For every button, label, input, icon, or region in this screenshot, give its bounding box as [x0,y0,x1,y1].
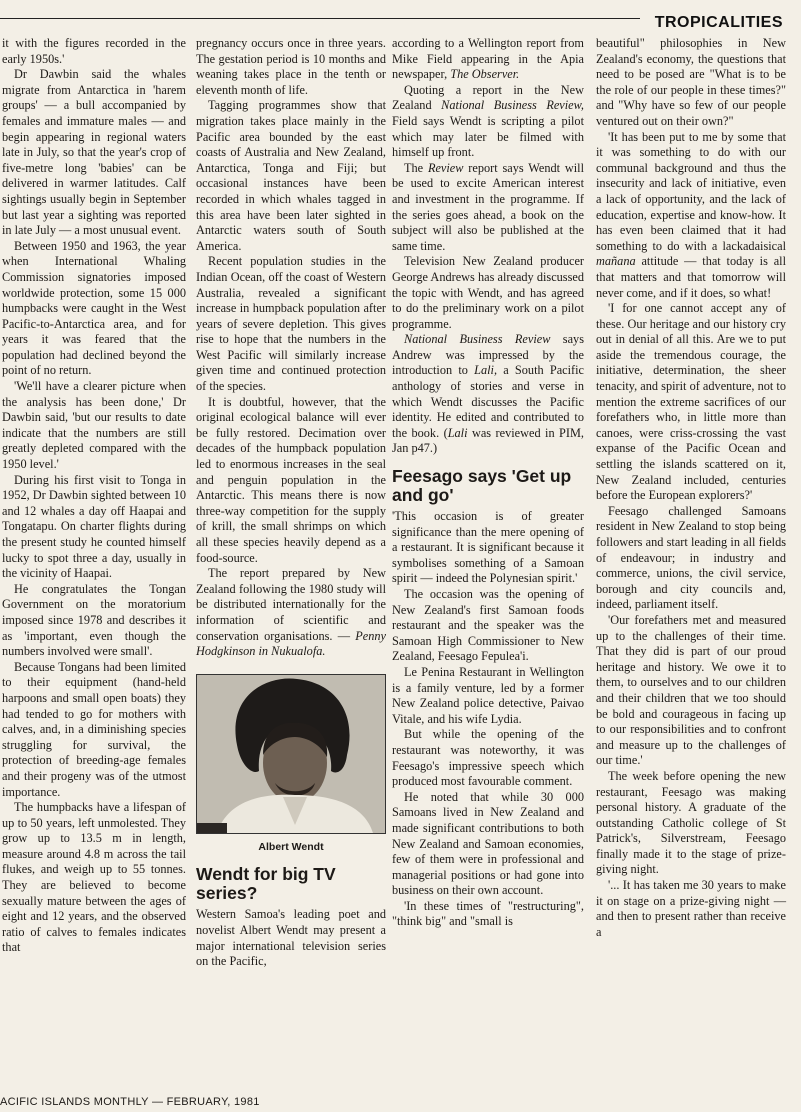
column-1 [2,36,186,956]
paragraph: It is doubtful, however, that the original ecological balance will ever be fully restored. Decimation over decades of the humpback population led to enormous increases in the seal and penguin population in the Antarctic. This means there is now three-way competition for the supply of krill, the small shrimps on which all these species heavily depend as a food-source. [196,394,386,565]
paragraph: 'Our forefathers met and measured up to the challenges of their time. That they did is part of our proud heritage and history. We owe it to them, to ourselves and to our children and their children that we too should be bold and courageous in facing up to our responsibilities and to confront and measure up to the challenges of our time.' [596,612,786,768]
column-2 [196,36,386,970]
paragraph: Feesago challenged Samoans resident in New Zealand to stop being followers and start leading in all fields of endeavour; in industry and commerce, unions, the civil service, borough and city councils and, indeed, parliament itself. [596,503,786,612]
paragraph: Between 1950 and 1963, the year when International Whaling Commission signatories imposed worldwide protection, some 15 000 humpbacks were caught in the West Pacific-to-Antarctica area, and for years it was feared that the population had declined beyond the point of no return. [2,238,186,378]
publication-name: National Business Review, [441,98,584,113]
byline: Penny Hodgkinson in Nukualofa. [196,628,386,659]
paragraph: Le Penina Restaurant in Wellington is a family venture, led by a former New Zealand police detective, Paivao Vitale, and his wife Lydia. [392,664,584,726]
paragraph: 'We'll have a clearer picture when the analysis has been done,' Dr Dawbin said, 'but our results to date indicate that the numbers are still greatly depleted compared with the 1950 level.' [2,379,186,472]
paragraph: Television New Zealand producer George Andrews has already discussed the topic with Wendt, and has agreed to do the preliminary work on a pilot programme. [392,254,584,331]
paragraph: Tagging programmes show that migration takes place mainly in the Pacific area bounded by the east coasts of Australia and New Zealand, Antarctica, Tonga and Fiji; but occasional instances have been recorded in which whales tagged in this area have been later sighted in Antarctic waters south of South America. [196,98,386,253]
portrait-image [197,675,385,833]
paragraph-text: 'It has been put to me by some that it was something to do with our communal background and thus the insecurity and lack of initiative, even a lack of opportunity, and the lack of education, expertise and know-how. It has even been claimed that it had something to do with a lackadaisical [596,129,786,253]
paragraph [392,36,584,83]
paragraph: The humpbacks have a lifespan of up to 50 years, left unmolested. They grow up to 13.5 m in length, measure around 4.8 m across the tail flukes, and weigh up to 55 tonnes. They are believed to become sexually mature between the ages of eight and 12 years, and the observed ratio of calves to females indicates that [2,800,186,955]
paragraph-text: says Andrew was impressed by the introduction to [392,332,584,378]
paragraph: He congratulates the Tongan Government on the moratorium imposed since 1978 and describes it as 'important, even though the numbers involved were small'. [2,581,186,659]
paragraph: During his first visit to Tonga in 1952, Dr Dawbin sighted between 10 and 12 whales a day off Haapai and Tongatapu. On charter flights during the present study he counted himself lucky to spot three a day, usually in the vicinity of Haapai. [2,472,186,581]
headline-feesago: Feesago says 'Get up and go' [392,466,572,506]
book-title: Lali, [474,363,498,378]
paragraph: But while the opening of the restaurant was noteworthy, it was Feesago's impressive speech which produced most favourable comment. [392,727,584,789]
publication-name: Review [427,160,464,175]
paragraph-text: The report prepared by New Zealand following the 1980 study will be distributed internationally for the information of scientific and conservation organisations. — [196,566,386,643]
paragraph-text: report says Wendt will be used to excite American interest and investment in the programme. If the series goes ahead, a book on the subject will also be published at the same time. [392,160,584,253]
page-footer: ACIFIC ISLANDS MONTHLY — FEBRUARY, 1981 [0,1096,260,1108]
paragraph: Dr Dawbin said the whales migrate from Antarctica in 'harem groups' — a bull accompanied by females and immature males — and begin appearing in regional waters late in July, so that the year's crop of five-metre long 'babies' can be delivered in warmer latitudes. Calf sightings usually begin in September but last year a sighting was reported in late July — a most unusual event. [2,67,186,238]
paragraph [392,332,584,457]
paragraph: 'This occasion is of greater significance than the mere opening of a restaurant. It is significant because it symbolises something of a Samoan spirit — indeed the Polynesian spirit.' [392,509,584,586]
section-title: TROPICALITIES [654,14,783,31]
paragraph: He noted that while 30 000 Samoans lived in New Zealand and made significant contributions to both New Zealand and Samoan economies, few of them were in professional and managerial positions or had gone into business on their own account. [392,789,584,898]
paragraph [392,83,584,161]
paragraph: it with the figures recorded in the early 1950s.' [2,36,186,66]
paragraph-text: Quoting a report in the New Zealand [392,82,584,113]
paragraph-text: The [404,160,428,175]
paragraph-text: Field says Wendt is scripting a pilot which may later be filmed with himself up front. [392,113,584,160]
paragraph: Recent population studies in the Indian Ocean, off the coast of Western Australia, revealed a significant increase in humpback population after years of severe depletion. This gives rise to hope that the numbers in the West Pacific will similarly increase given time and continued protection of the species. [196,254,386,394]
paragraph: pregnancy occurs once in three years. The gestation period is 10 months and weaning takes place in the tenth or eleventh month of life. [196,36,386,97]
paragraph [196,566,386,660]
photo-caption: Albert Wendt [258,840,324,853]
book-title: Lali [447,425,468,440]
emphasis-word: mañana [596,254,636,269]
paragraph-text: attitude — that today is all that matters and that tomorrow will never come, and if it does, so what! [596,254,786,300]
paragraph-text: a South Pacific anthology of stories and verse in which Wendt discusses the Pacific identity. He edited and contributed to the book. ( [392,363,584,440]
paragraph: 'I for one cannot accept any of these. Our heritage and our history cry out in denial of all this. Are we to put aside the tremendous courage, the initiative, determination, the sheer tenacity, and spirit of adventure, not to mention the extreme sacrifices of our forefathers who, in little more than canoes, were criss-crossing the vast expanse of the Pacific Ocean and settling the islands scattered on it, New Zealand included, centuries before the European explorers?' [596,301,786,503]
paragraph: '... It has taken me 30 years to make it on stage on a prize-giving night — and then to present rather than receive a [596,878,786,939]
column-4 [596,36,786,940]
paragraph: The week before opening the new restaurant, Feesago was making personal history. A graduate of the outstanding Catholic college of St Patrick's, Silverstream, Feesago finally made it to the stage of prize-giving night. [596,768,786,877]
publication-name: National Business Review [404,332,551,347]
paragraph [596,130,786,302]
paragraph: 'In these times of "restructuring", "think big" and "small is [392,898,584,929]
paragraph: Because Tongans had been limited to their equipment (hand-held harpoons and small open boats) they had tended to go for mothers with calves, and, in a diminishing species struggling for survival, the protection of breeding-age females and their progeny was of the utmost importance. [2,659,186,799]
paragraph-text: was reviewed in PIM, Jan p47.) [392,425,584,456]
header-rule [0,18,640,19]
paragraph: Western Samoa's leading poet and novelist Albert Wendt may present a major international television series on the Pacific, [196,907,386,969]
publication-name: The Observer. [450,67,520,82]
column-3 [392,36,584,930]
paragraph-text: according to a Wellington report from Mike Field appearing in the Apia newspaper, [392,36,584,82]
paragraph: beautiful" philosophies in New Zealand's economy, the questions that need to be posed are "What is to be the role of our people in these times?" and "Why have so few of our people ventured out on their own?" [596,36,786,128]
headline-wendt: Wendt for big TV series? [196,864,336,904]
paragraph [392,161,584,255]
paragraph: The occasion was the opening of New Zealand's first Samoan foods restaurant and the speaker was the Samoan High Commissioner to New Zealand, Feesago Fepulea'i. [392,587,584,664]
portrait-photo [196,674,386,834]
